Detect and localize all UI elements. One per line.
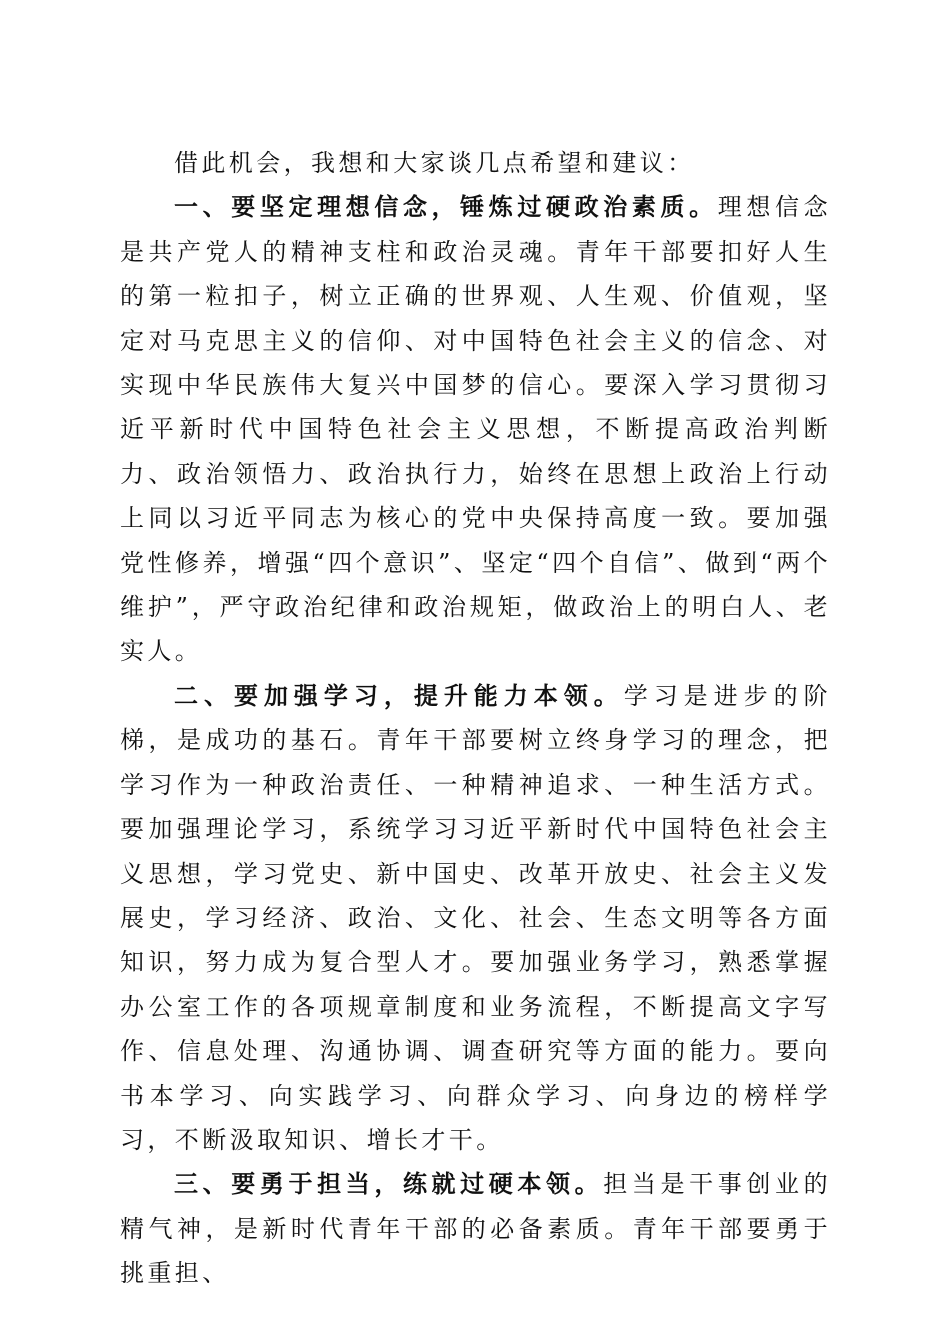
section-heading-2: 二、要加强学习，提升能力本领。 [174, 681, 624, 710]
section-paragraph-3 [120, 1162, 831, 1295]
section-body-1: 理想信念是共产党人的精神支柱和政治灵魂。青年干部要扣好人生的第一粒扣子，树立正确的世界观、人生观、价值观，坚定对马克思主义的信仰、对中国特色社会主义的信念、对实现中华民族伟大复兴中国梦的信心。要深入学习贯彻习近平新时代中国特色社会主义思想，不断提高政治判断力、政治领悟力、政治执行力，始终在思想上政治上行动上同以习近平同志为核心的党中央保持高度一致。要加强党性修养，增强“四个意识”、坚定“四个自信”、做到“两个维护”，严守政治纪律和政治规矩，做政治上的明白人、老实人。 [120, 193, 831, 666]
intro-paragraph: 借此机会，我想和大家谈几点希望和建议： [174, 149, 695, 177]
document-body [120, 141, 831, 1296]
section-heading-1: 一、要坚定理想信念，锤炼过硬政治素质。 [174, 193, 718, 222]
section-heading-3: 三、要勇于担当，练就过硬本领。 [174, 1170, 604, 1199]
section-paragraph-1 [120, 185, 831, 673]
section-paragraph-2 [120, 674, 831, 1162]
section-body-3: 担当是干事创业的精气神，是新时代青年干部的必备素质。青年干部要勇于挑重担、 [120, 1170, 832, 1288]
section-body-2: 学习是进步的阶梯，是成功的基石。青年干部要树立终身学习的理念，把学习作为一种政治责任、一种精神追求、一种生活方式。要加强理论学习，系统学习习近平新时代中国特色社会主义思想，学习党史、新中国史、改革开放史、社会主义发展史，学习经济、政治、文化、社会、生态文明等各方面知识，努力成为复合型人才。要加强业务学习，熟悉掌握办公室工作的各项规章制度和业务流程，不断提高文字写作、信息处理、沟通协调、调查研究等方面的能力。要向书本学习、向实践学习、向群众学习、向身边的榜样学习，不断汲取知识、增长才干。 [120, 681, 832, 1154]
